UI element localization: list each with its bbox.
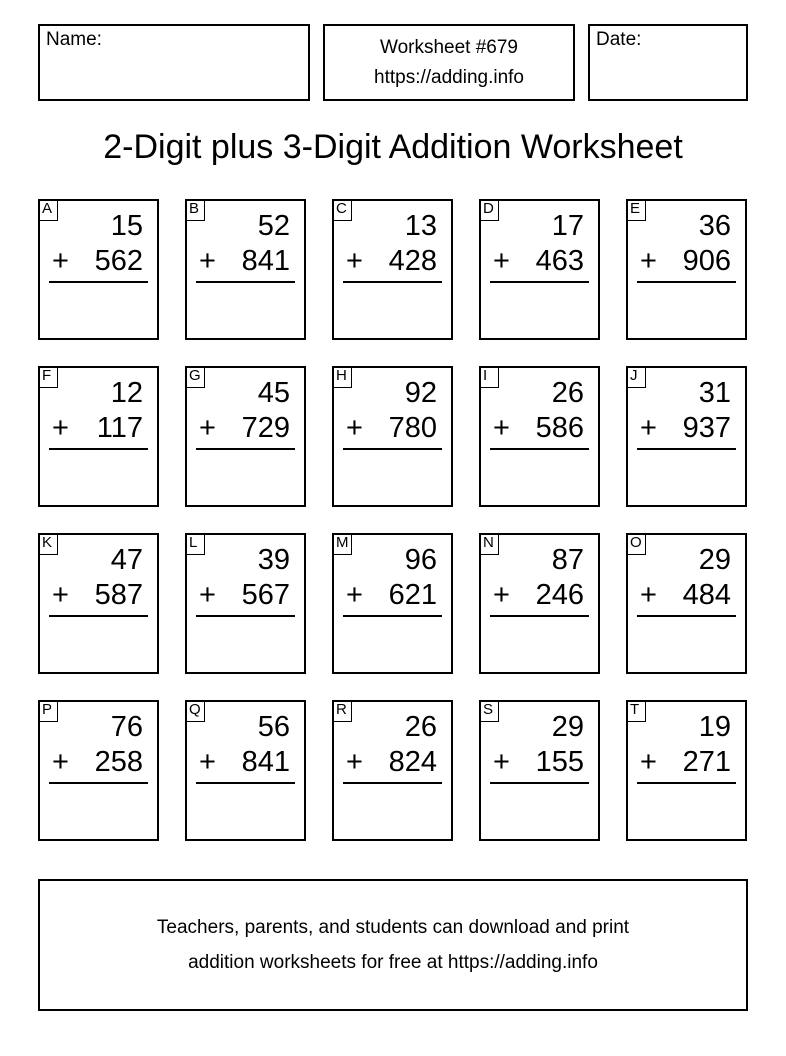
- problem-addend-top: 45: [257, 377, 290, 409]
- problem-addend-top: 47: [110, 544, 143, 576]
- problem-o[interactable]: [626, 533, 747, 674]
- problem-letter: A: [38, 199, 58, 221]
- problem-addend-bottom: 484: [682, 579, 731, 611]
- problem-c[interactable]: [332, 199, 453, 340]
- problem-addend-bottom: 463: [535, 245, 584, 277]
- problem-addend-bottom: 906: [682, 245, 731, 277]
- problem-addend-top: 26: [404, 711, 437, 743]
- sum-line: [343, 615, 442, 617]
- plus-sign: +: [346, 245, 363, 277]
- problem-letter: J: [626, 366, 646, 388]
- problem-d[interactable]: [479, 199, 600, 340]
- plus-sign: +: [199, 746, 216, 778]
- problem-addend-top: 96: [404, 544, 437, 576]
- problem-addend-bottom: 258: [94, 746, 143, 778]
- problem-addend-top: 26: [551, 377, 584, 409]
- plus-sign: +: [52, 412, 69, 444]
- sum-line: [343, 281, 442, 283]
- problem-b[interactable]: [185, 199, 306, 340]
- problem-t[interactable]: [626, 700, 747, 841]
- problem-addend-top: 29: [551, 711, 584, 743]
- footer-text-line-1: Teachers, parents, and students can download and print: [156, 917, 630, 938]
- worksheet-title: 2-Digit plus 3-Digit Addition Worksheet: [103, 128, 683, 166]
- problem-letter: K: [38, 533, 58, 555]
- problem-addend-bottom: 841: [241, 245, 290, 277]
- sum-line: [490, 782, 589, 784]
- date-label: Date:: [596, 29, 642, 50]
- problem-r[interactable]: [332, 700, 453, 841]
- problem-addend-bottom: 586: [535, 412, 584, 444]
- problem-letter: O: [626, 533, 646, 555]
- sum-line: [637, 615, 736, 617]
- worksheet-number: Worksheet #679: [379, 37, 518, 58]
- problem-addend-bottom: 155: [535, 746, 584, 778]
- problem-e[interactable]: [626, 199, 747, 340]
- plus-sign: +: [52, 245, 69, 277]
- problem-addend-top: 76: [110, 711, 143, 743]
- problem-addend-bottom: 621: [388, 579, 437, 611]
- sum-line: [490, 281, 589, 283]
- problem-letter: B: [185, 199, 205, 221]
- problem-addend-bottom: 117: [96, 412, 143, 444]
- problem-addend-top: 19: [698, 711, 731, 743]
- problem-letter: F: [38, 366, 58, 388]
- problem-addend-top: 13: [404, 210, 437, 242]
- problem-addend-top: 92: [404, 377, 437, 409]
- plus-sign: +: [52, 746, 69, 778]
- problem-addend-top: 87: [551, 544, 584, 576]
- problem-addend-bottom: 841: [241, 746, 290, 778]
- problem-h[interactable]: [332, 366, 453, 507]
- sum-line: [490, 448, 589, 450]
- plus-sign: +: [640, 245, 657, 277]
- problem-addend-top: 29: [698, 544, 731, 576]
- problem-addend-top: 39: [257, 544, 290, 576]
- name-field-box[interactable]: [38, 24, 310, 101]
- plus-sign: +: [199, 412, 216, 444]
- problem-n[interactable]: [479, 533, 600, 674]
- date-field-box[interactable]: [588, 24, 748, 101]
- problem-s[interactable]: [479, 700, 600, 841]
- plus-sign: +: [346, 746, 363, 778]
- sum-line: [196, 281, 295, 283]
- sum-line: [49, 448, 148, 450]
- plus-sign: +: [493, 245, 510, 277]
- problem-g[interactable]: [185, 366, 306, 507]
- problem-addend-bottom: 271: [682, 746, 731, 778]
- sum-line: [196, 615, 295, 617]
- problem-letter: M: [332, 533, 352, 555]
- name-label: Name:: [46, 29, 102, 50]
- plus-sign: +: [640, 746, 657, 778]
- sum-line: [196, 782, 295, 784]
- sum-line: [637, 281, 736, 283]
- problem-addend-top: 15: [110, 210, 143, 242]
- sum-line: [637, 782, 736, 784]
- problem-p[interactable]: [38, 700, 159, 841]
- worksheet-info-box: [323, 24, 575, 101]
- problem-j[interactable]: [626, 366, 747, 507]
- sum-line: [490, 615, 589, 617]
- problem-letter: H: [332, 366, 352, 388]
- problem-letter: I: [479, 366, 499, 388]
- plus-sign: +: [199, 245, 216, 277]
- problem-i[interactable]: [479, 366, 600, 507]
- problem-letter: N: [479, 533, 499, 555]
- worksheet-url: https://adding.info: [374, 67, 524, 88]
- sum-line: [49, 615, 148, 617]
- plus-sign: +: [52, 579, 69, 611]
- problem-letter: E: [626, 199, 646, 221]
- sum-line: [196, 448, 295, 450]
- problem-letter: G: [185, 366, 205, 388]
- sum-line: [49, 782, 148, 784]
- problem-addend-bottom: 780: [388, 412, 437, 444]
- plus-sign: +: [346, 412, 363, 444]
- sum-line: [49, 281, 148, 283]
- plus-sign: +: [640, 412, 657, 444]
- problem-addend-bottom: 562: [94, 245, 143, 277]
- problem-k[interactable]: [38, 533, 159, 674]
- problem-addend-top: 56: [257, 711, 290, 743]
- problem-addend-bottom: 246: [535, 579, 584, 611]
- problem-addend-top: 17: [551, 210, 584, 242]
- problem-addend-bottom: 937: [682, 412, 731, 444]
- problem-addend-top: 12: [110, 377, 143, 409]
- problem-letter: R: [332, 700, 352, 722]
- problem-a[interactable]: [38, 199, 159, 340]
- plus-sign: +: [640, 579, 657, 611]
- problem-addend-bottom: 587: [94, 579, 143, 611]
- footer-box: [38, 879, 748, 1011]
- plus-sign: +: [493, 412, 510, 444]
- sum-line: [343, 782, 442, 784]
- plus-sign: +: [199, 579, 216, 611]
- problem-f[interactable]: [38, 366, 159, 507]
- problem-l[interactable]: [185, 533, 306, 674]
- problem-addend-top: 52: [257, 210, 290, 242]
- problem-letter: P: [38, 700, 58, 722]
- problem-letter: C: [332, 199, 352, 221]
- sum-line: [637, 448, 736, 450]
- problem-addend-bottom: 428: [388, 245, 437, 277]
- problem-letter: T: [626, 700, 646, 722]
- plus-sign: +: [346, 579, 363, 611]
- problem-letter: Q: [185, 700, 205, 722]
- footer-text-line-2: addition worksheets for free at https://adding.info: [188, 952, 598, 973]
- problem-addend-bottom: 567: [241, 579, 290, 611]
- plus-sign: +: [493, 579, 510, 611]
- problem-addend-top: 36: [698, 210, 731, 242]
- problem-addend-bottom: 824: [388, 746, 437, 778]
- problem-letter: D: [479, 199, 499, 221]
- problem-letter: S: [479, 700, 499, 722]
- problem-addend-bottom: 729: [241, 412, 290, 444]
- sum-line: [343, 448, 442, 450]
- problem-m[interactable]: [332, 533, 453, 674]
- problem-addend-top: 31: [698, 377, 731, 409]
- plus-sign: +: [493, 746, 510, 778]
- problem-q[interactable]: [185, 700, 306, 841]
- problem-letter: L: [185, 533, 205, 555]
